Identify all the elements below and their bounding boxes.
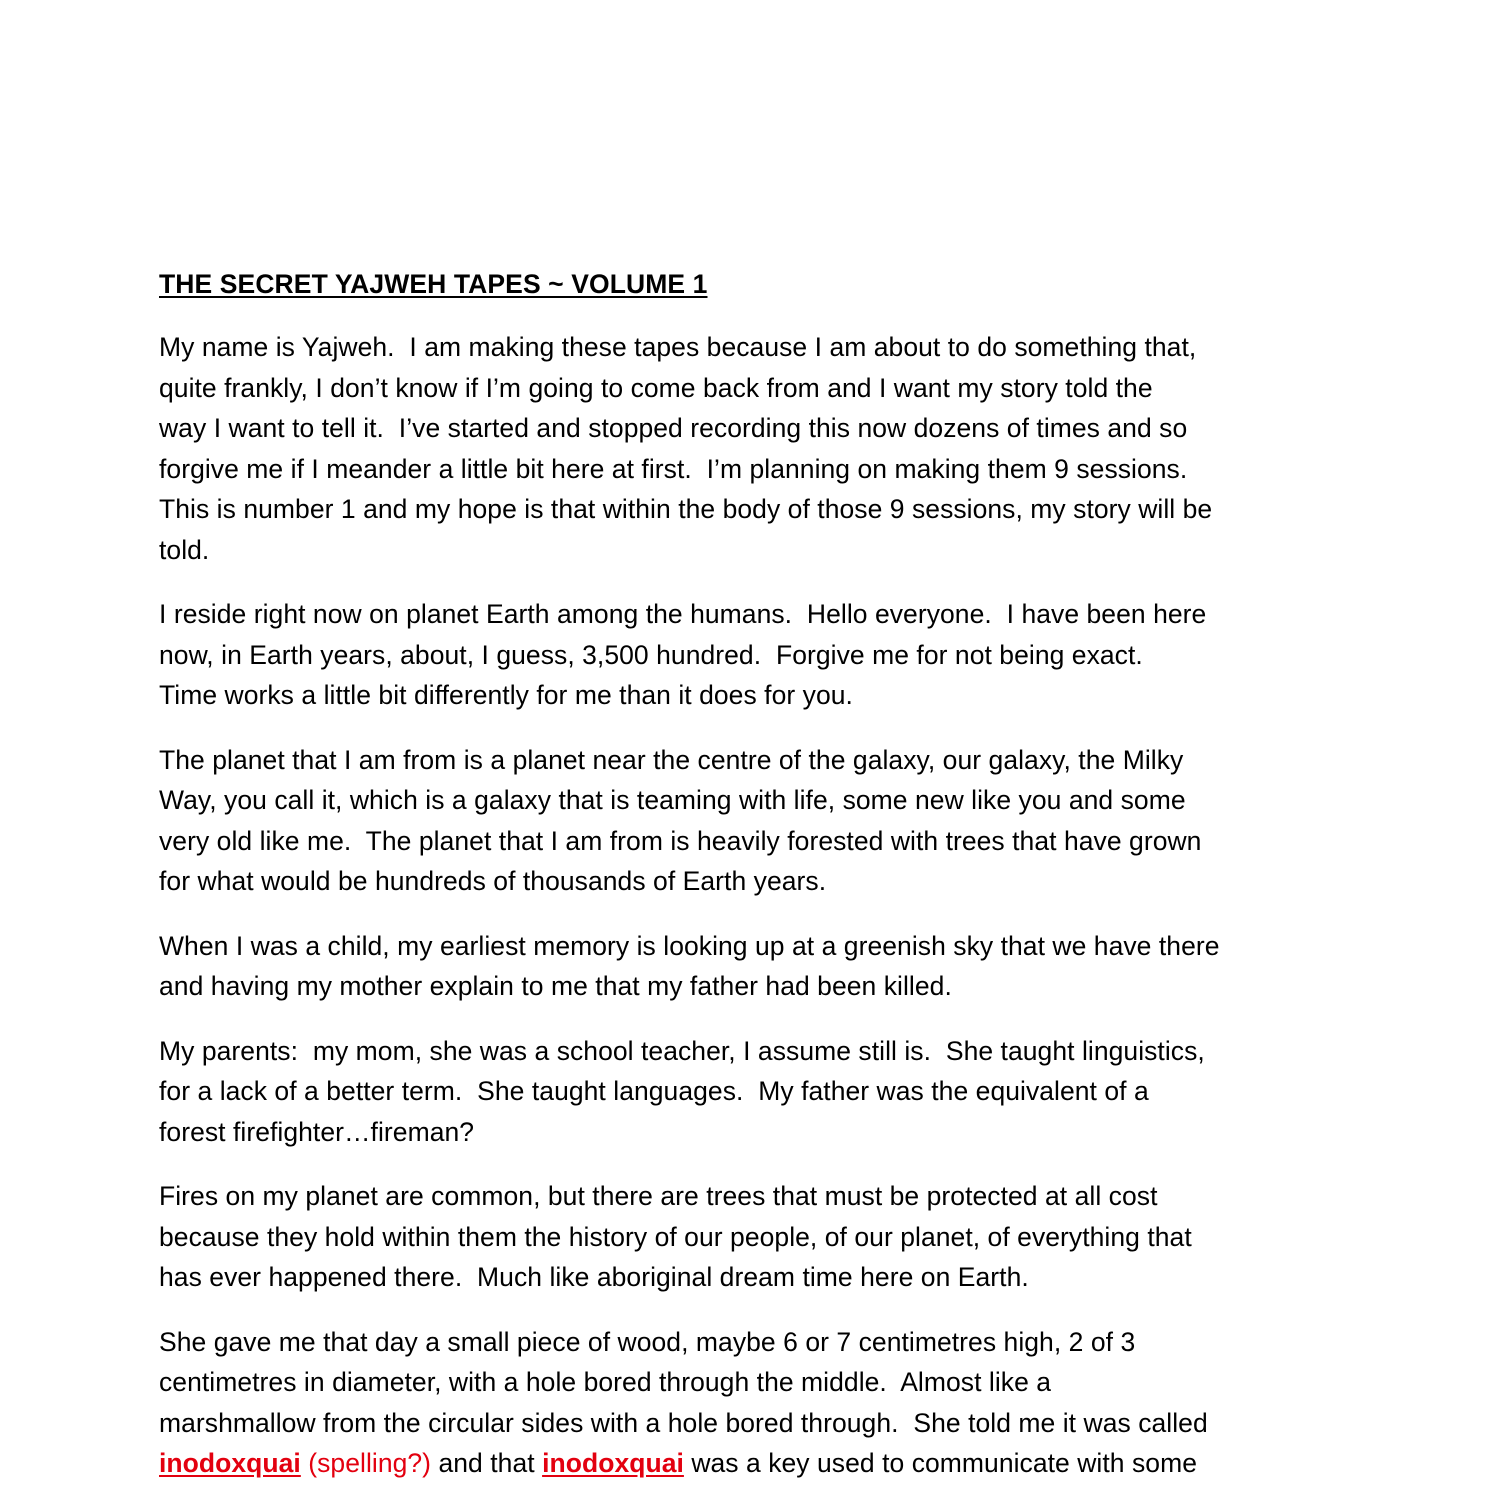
document-body — [159, 264, 1359, 1500]
text-line: She gave me that day a small piece of wood, maybe 6 or 7 centimetres high, 2 of 3 — [159, 1326, 1136, 1357]
text-line: This is number 1 and my hope is that within the body of those 9 sessions, my story will be — [159, 494, 1213, 524]
document-title: THE SECRET YAJWEH TAPES ~ VOLUME 1 — [159, 269, 708, 299]
text-line: way I want to tell it. I’ve started and stopped recording this now dozens of times and so — [159, 413, 1188, 443]
text-line: for what would be hundreds of thousands of Earth years. — [159, 866, 827, 896]
text-line: Fires on my planet are common, but there are trees that must be protected at all cost — [159, 1181, 1158, 1211]
text-line: for a lack of a better term. She taught languages. My father was the equivalent of a — [159, 1076, 1149, 1106]
paragraph-1 — [159, 327, 1359, 570]
highlighted-term: inodoxquai — [159, 1448, 301, 1478]
text-fragment: and that — [431, 1448, 543, 1478]
paragraph-2 — [159, 594, 1359, 716]
paragraph-4 — [159, 926, 1359, 1007]
text-line-with-terms — [159, 1443, 1359, 1484]
text-line: I reside right now on planet Earth among the humans. Hello everyone. I have been here — [159, 599, 1207, 629]
text-fragment: was a key used to communicate with some — [683, 1448, 1197, 1478]
paragraph-5 — [159, 1031, 1359, 1153]
text-line: very old like me. The planet that I am from is heavily forested with trees that have grown — [159, 825, 1202, 856]
text-line: and having my mother explain to me that my father had been killed. — [159, 971, 952, 1001]
paragraph-6 — [159, 1176, 1359, 1298]
text-line: quite frankly, I don’t know if I’m going to come back from and I want my story told the — [159, 372, 1153, 403]
text-line: Time works a little bit differently for me than it does for you. — [159, 680, 853, 710]
paragraph-7 — [159, 1322, 1359, 1484]
text-line: because they hold within them the history of our people, of our planet, of everything that — [159, 1221, 1192, 1252]
text-line: centimetres in diameter, with a hole bored through the middle. Almost like a — [159, 1367, 1052, 1397]
text-line: My name is Yajweh. I am making these tapes because I am about to do something that, — [159, 332, 1197, 362]
paragraph-3 — [159, 740, 1359, 902]
text-line: Way, you call it, which is a galaxy that is teaming with life, some new like you and some — [159, 785, 1186, 815]
spelling-note: (spelling?) — [308, 1448, 432, 1478]
text-line: has ever happened there. Much like aboriginal dream time here on Earth. — [159, 1262, 1029, 1292]
text-line: marshmallow from the circular sides with a hole bored through. She told me it was called — [159, 1407, 1208, 1438]
text-line: told. — [159, 534, 210, 565]
text-line: forgive me if I meander a little bit here at first. I’m planning on making them 9 sessions. — [159, 453, 1188, 484]
highlighted-term: inodoxquai — [542, 1448, 684, 1478]
text-line: The planet that I am from is a planet near the centre of the galaxy, our galaxy, the Milky — [159, 744, 1184, 775]
text-line: When I was a child, my earliest memory is looking up at a greenish sky that we have there — [159, 930, 1220, 961]
text-line: forest firefighter…fireman? — [159, 1116, 475, 1147]
text-line: now, in Earth years, about, I guess, 3,500 hundred. Forgive me for not being exact. — [159, 639, 1143, 670]
text-line: My parents: my mom, she was a school teacher, I assume still is. She taught linguistics, — [159, 1035, 1205, 1066]
